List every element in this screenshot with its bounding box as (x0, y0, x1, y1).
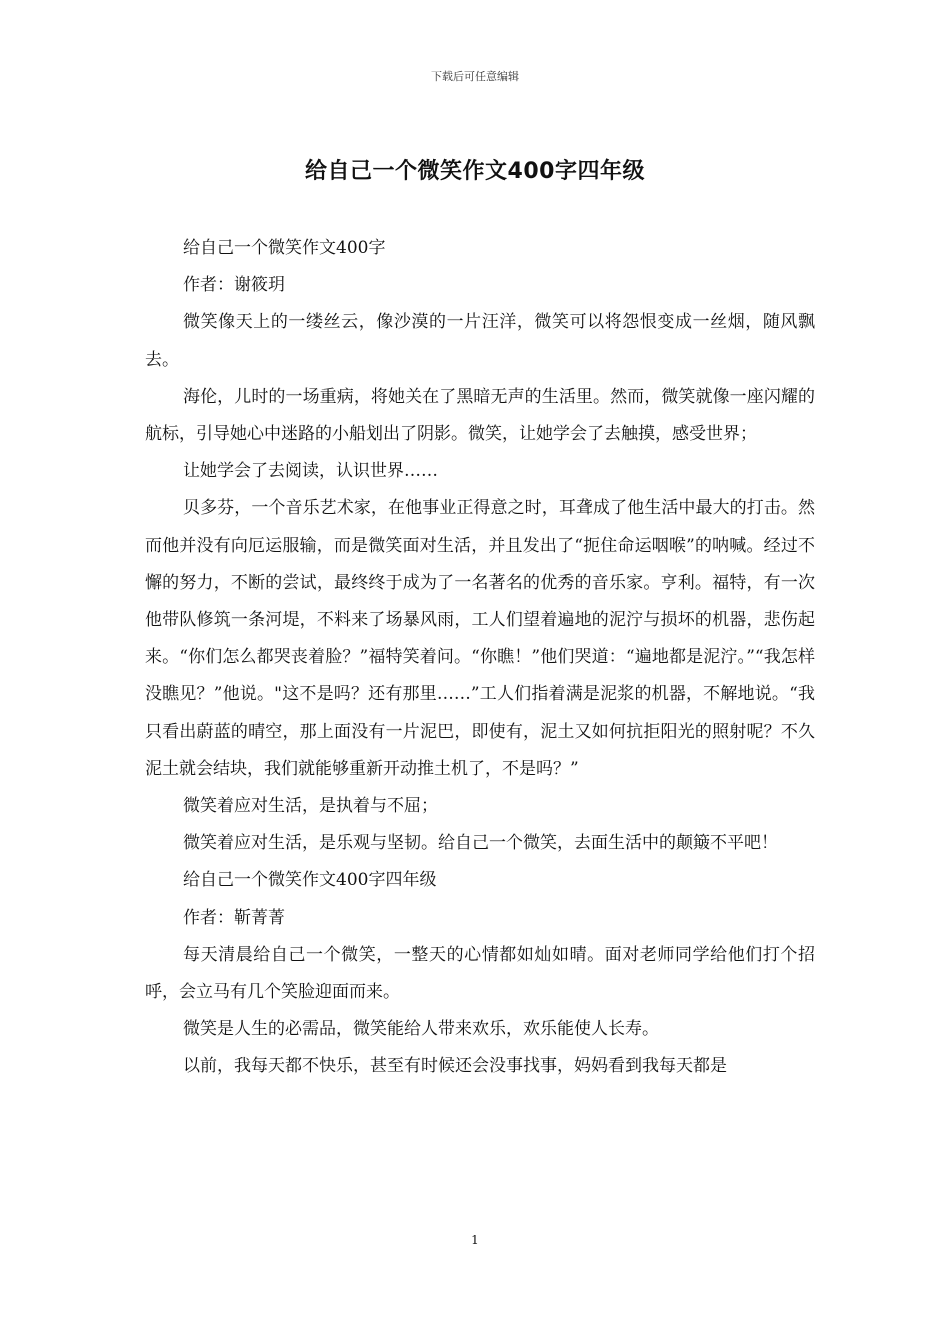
document-body (145, 230, 815, 1086)
page-title: 给自己一个微笑作文400字四年级 (305, 159, 645, 184)
paragraph: 微笑着应对生活，是乐观与坚韧。给自己一个微笑，去面生活中的颠簸不平吧！ (183, 833, 778, 854)
paragraph: 海伦，儿时的一场重病，将她关在了黑暗无声的生活里。然而，微笑就像一座闪耀的航标，引导她心中迷路的小船划出了阴影。微笑，让她学会了去触摸，感受世界； (145, 386, 815, 445)
paragraph: 贝多芬，一个音乐艺术家，在他事业正得意之时，耳聋成了他生活中最大的打击。然而他并没有向厄运服输，而是微笑面对生活，并且发出了“扼住命运咽喉”的呐喊。经过不懈的努力，不断的尝试，最终终于成为了一名著名的优秀的音乐家。亨利。福特，有一次他带队修筑一条河堤，不料来了场暴风雨，工人们望着遍地的泥泞与损坏的机器，悲伤起来。“你们怎么都哭丧着脸？”福特笑着问。“你瞧！”他们哭道：“遍地都是泥泞。”“我怎样没瞧见？”他说。"这不是吗？还有那里……”工人们指着满是泥浆的机器，不解地说。“我只看出蔚蓝的晴空，那上面没有一片泥巴，即使有，泥土又如何抗拒阳光的照射呢？不久泥土就会结块，我们就能够重新开动推土机了，不是吗？” (145, 498, 815, 779)
paragraph: 让她学会了去阅读，认识世界…… (183, 461, 438, 482)
paragraph: 微笑是人生的必需品，微笑能给人带来欢乐，欢乐能使人长寿。 (183, 1019, 659, 1040)
paragraph: 微笑着应对生活，是执着与不屈； (183, 796, 438, 817)
paragraph: 每天清晨给自己一个微笑，一整天的心情都如灿如晴。面对老师同学给他们打个招呼，会立马有几个笑脸迎面而来。 (145, 944, 815, 1003)
paragraph: 以前，我每天都不快乐，甚至有时候还会没事找事，妈妈看到我每天都是 (183, 1056, 727, 1077)
page-header-note: 下载后可任意编辑 (431, 70, 519, 83)
paragraph: 给自己一个微笑作文400字四年级 (183, 870, 437, 891)
page-number: 1 (471, 1233, 479, 1247)
paragraph: 给自己一个微笑作文400字 (183, 238, 386, 258)
paragraph: 作者：靳菁菁 (183, 907, 285, 928)
paragraph: 作者：谢筱玥 (183, 275, 285, 296)
paragraph: 微笑像天上的一缕丝云，像沙漠的一片汪洋，微笑可以将怨恨变成一丝烟，随风飘去。 (145, 312, 815, 370)
